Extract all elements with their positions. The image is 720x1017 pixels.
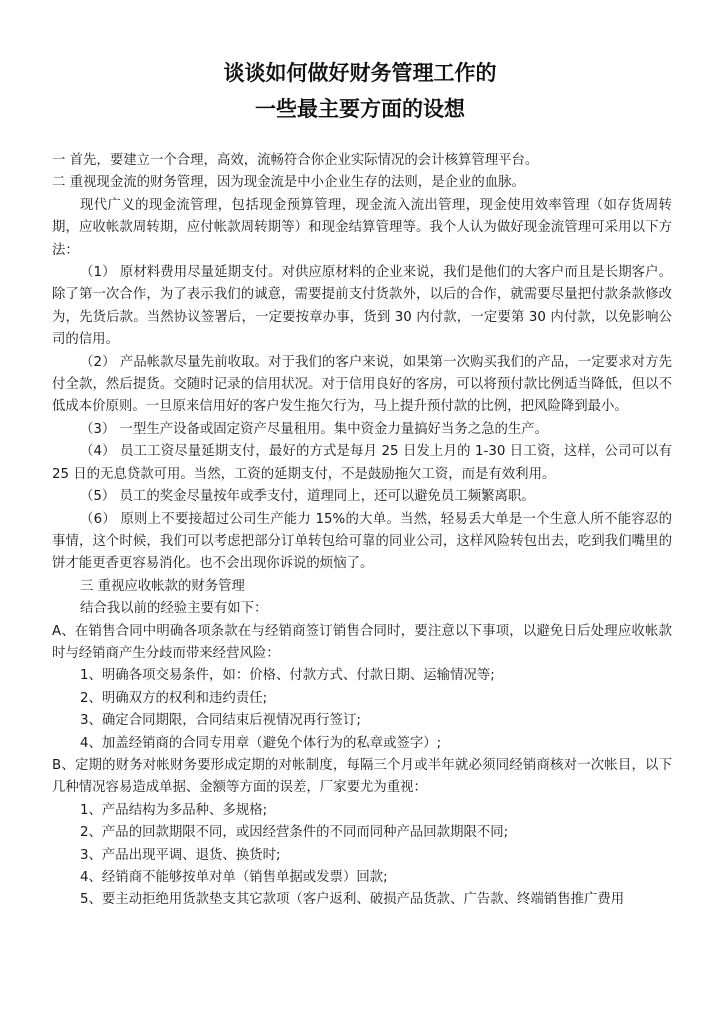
paragraph-3: 现代广义的现金流管理，包括现金预算管理，现金流入流出管理，现金使用效率管理（如存货周转期，应收帐款周转期，应付帐款周转期等）和现金结算管理等。我个人认为做好现金流管理可采用以下方法：: [52, 197, 672, 258]
section-a-item-4: 4、加盖经销商的合同专用章（避免个体行为的私章或签字）;: [80, 735, 442, 751]
section-b-item-1: 1、产品结构为多品种、多规格;: [80, 802, 268, 818]
title-line-1: 谈谈如何做好财务管理工作的: [223, 61, 497, 85]
document-body: [52, 150, 672, 912]
method-4: （4） 员工工资尽量延期支付，最好的方式是每月 25 日发上月的 1-30 日工资，这样，公司可以有 25 日的无息贷款可用。当然，工资的延期支付，不是鼓励拖欠工资，而是有效利用。: [52, 444, 672, 482]
section-3-heading: 三 重视应收帐款的财务管理: [80, 578, 245, 594]
section-3-intro: 结合我以前的经验主要有如下：: [80, 601, 268, 617]
section-a-item-2: 2、明确双方的权利和违约责任;: [80, 690, 268, 706]
paragraph-2: 二 重视现金流的财务管理，因为现金流是中小企业生存的法则，是企业的血脉。: [52, 175, 525, 191]
section-a-item-1: 1、明确各项交易条件，如：价格、付款方式、付款日期、运输情况等;: [80, 668, 495, 684]
method-3: （3） 一型生产设备或固定资产尽量租用。集中资金力量搞好当务之急的生产。: [80, 421, 549, 437]
section-b: B、定期的财务对帐财务要形成定期的对帐制度，每隔三个月或半年就必须同经销商核对一次帐目，以下几种情况容易造成单据、金额等方面的误差，厂家要尤为重视：: [52, 757, 672, 796]
method-6: （6） 原则上不要接超过公司生产能力 15%的大单。当然，轻易丢大单是一个生意人所不能容忍的事情，这个时候，我们可以考虑把部分订单转包给可靠的同业公司，这样风险转包出去，吃到我们嘴里的饼才能更香更容易消化。也不会出现你诉说的烦恼了。: [52, 511, 672, 572]
method-2: （2） 产品帐款尽量先前收取。对于我们的客户来说，如果第一次购买我们的产品，一定要求对方先付全款，然后提货。交随时记录的信用状况。对于信用良好的客房，可以将预付款比例适当降低，但以不低成本价原则。一旦原来信用好的客户发生拖欠行为，马上提升预付款的比例，把风险降到最小。: [52, 354, 672, 415]
section-a: A、在销售合同中明确各项条款在与经销商签订销售合同时，要注意以下事项，以避免日后处理应收帐款时与经销商产生分歧而带来经营风险：: [52, 623, 672, 661]
method-1: （1） 原材料费用尽量延期支付。对供应原材料的企业来说，我们是他们的大客户而且是长期客户。除了第一次合作，为了表示我们的诚意，需要提前支付货款外，以后的合作，就需要尽量把付款条款修改为，先货后款。当然协议签署后，一定要按章办事，货到 30 内付款，一定要第 30 内付款，以免影响公司的信用。: [52, 265, 672, 348]
section-b-item-3: 3、产品出现平调、退货、换货时;: [80, 847, 281, 863]
title-line-2: 一些最主要方面的设想: [255, 97, 465, 121]
paragraph-1: 一 首先，要建立一个合理，高效，流畅符合你企业实际情况的会计核算管理平台。: [52, 153, 539, 168]
section-b-item-4: 4、经销商不能够按单对单（销售单据或发票）回款;: [80, 870, 388, 885]
method-5: （5） 员工的奖金尽量按年或季支付，道理同上，还可以避免员工频繁离职。: [80, 489, 535, 505]
section-a-item-3: 3、确定合同期限，合同结束后视情况再行签订;: [80, 713, 361, 729]
section-b-item-5: 5、要主动拒绝用货款垫支其它款项（客户返利、破损产品货款、广告款、终端销售推广费用: [80, 892, 625, 908]
section-b-item-2: 2、产品的回款期限不同，或因经营条件的不同而同种产品回款期限不同;: [80, 825, 509, 841]
